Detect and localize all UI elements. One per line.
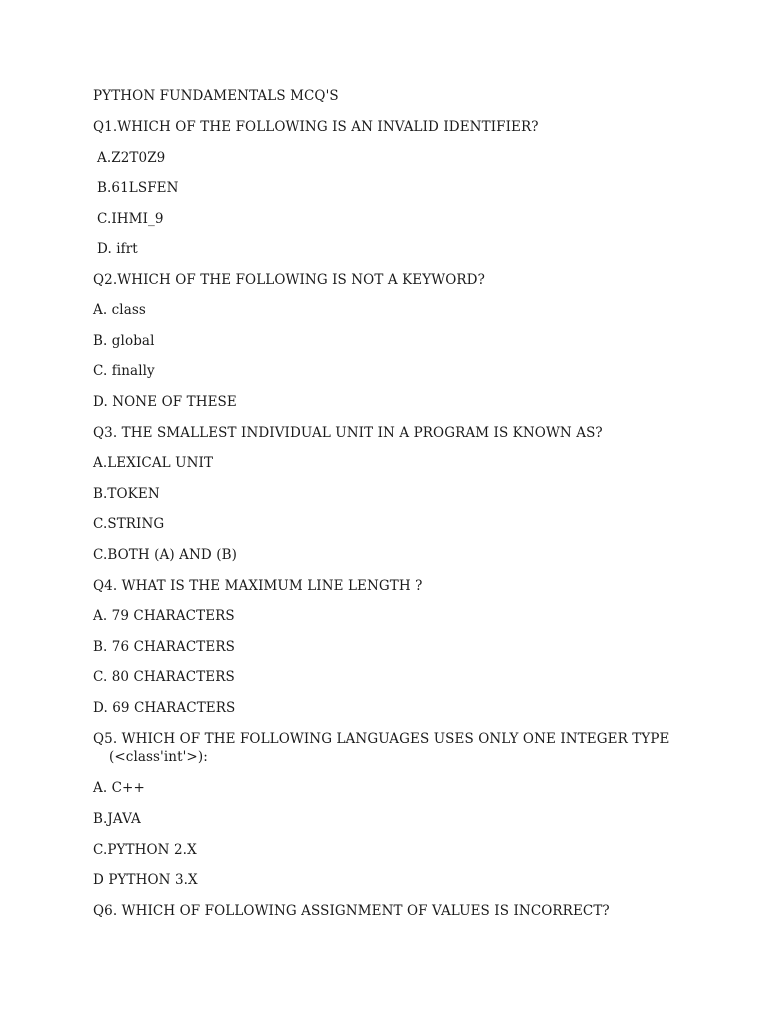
question-6: Q6. WHICH OF FOLLOWING ASSIGNMENT OF VALUES IS INCORRECT?: [93, 903, 610, 919]
q4-option-c: C. 80 CHARACTERS: [93, 669, 235, 685]
question-5: Q5. WHICH OF THE FOLLOWING LANGUAGES USES ONLY ONE INTEGER TYPE: [93, 731, 670, 747]
q3-option-c: C.STRING: [93, 516, 165, 532]
question-5-continued: (<class'int'>):: [109, 749, 208, 765]
q1-option-a: A.Z2T0Z9: [97, 150, 166, 166]
q2-option-c: C. finally: [93, 363, 155, 379]
q5-option-c: C.PYTHON 2.X: [93, 842, 197, 858]
question-1: Q1.WHICH OF THE FOLLOWING IS AN INVALID IDENTIFIER?: [93, 119, 539, 135]
q3-option-a: A.LEXICAL UNIT: [93, 455, 214, 471]
question-3: Q3. THE SMALLEST INDIVIDUAL UNIT IN A PROGRAM IS KNOWN AS?: [93, 425, 603, 441]
question-2: Q2.WHICH OF THE FOLLOWING IS NOT A KEYWORD?: [93, 272, 485, 288]
q3-option-d: C.BOTH (A) AND (B): [93, 547, 237, 563]
q3-option-b: B.TOKEN: [93, 486, 160, 502]
q4-option-b: B. 76 CHARACTERS: [93, 639, 235, 655]
q5-option-b: B.JAVA: [93, 811, 141, 827]
document-title: PYTHON FUNDAMENTALS MCQ'S: [93, 88, 339, 104]
q2-option-d: D. NONE OF THESE: [93, 394, 237, 410]
q5-option-d: D PYTHON 3.X: [93, 872, 198, 888]
q5-option-a: A. C++: [93, 780, 145, 796]
q2-option-a: A. class: [93, 302, 146, 318]
q1-option-c: C.IHMI_9: [97, 211, 164, 227]
q1-option-b: B.61LSFEN: [97, 180, 179, 196]
q2-option-b: B. global: [93, 333, 155, 349]
q4-option-d: D. 69 CHARACTERS: [93, 700, 236, 716]
q1-option-d: D. ifrt: [97, 241, 138, 257]
q4-option-a: A. 79 CHARACTERS: [93, 608, 235, 624]
question-4: Q4. WHAT IS THE MAXIMUM LINE LENGTH ?: [93, 578, 423, 594]
